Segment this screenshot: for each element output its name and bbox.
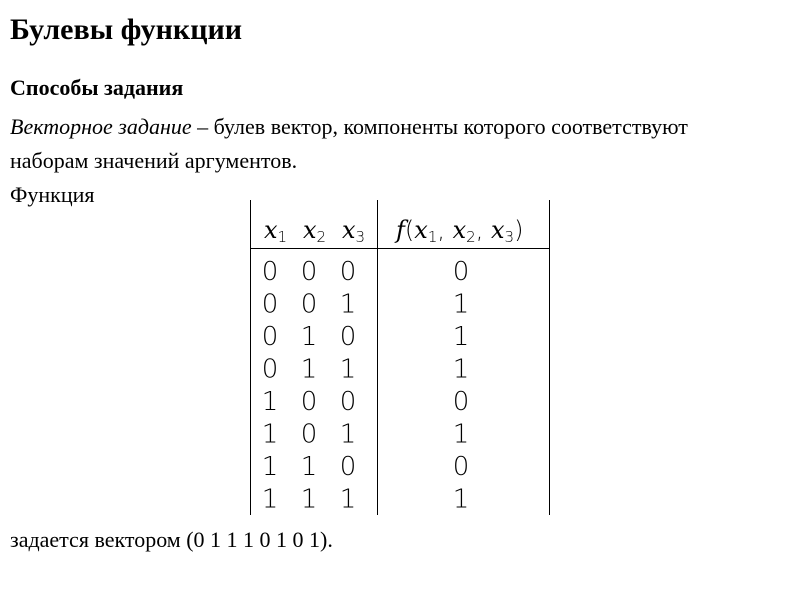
- table-cell-arg-1: 0: [261, 354, 279, 385]
- conclusion-text: задается вектором (0 1 1 1 0 1 0 1).: [10, 527, 333, 552]
- table-cell-arg-3: 0: [339, 387, 357, 417]
- table-cell-arg-2: 1: [300, 452, 318, 482]
- table-cell-value: 0: [452, 257, 470, 287]
- table-cell-arg-3: 1: [339, 419, 357, 450]
- table-cell-arg-1: 1: [261, 452, 279, 482]
- truth-table-graphic: [250, 200, 550, 515]
- page-title: Булевы функции: [10, 13, 243, 46]
- table-cell-arg-1: 0: [261, 289, 279, 320]
- definition-dash: –: [191, 114, 214, 139]
- table-row: [262, 452, 470, 482]
- table-cell-arg-2: 0: [300, 289, 318, 320]
- table-cell-value: 1: [452, 322, 470, 352]
- table-row: [262, 322, 470, 352]
- table-row: [262, 485, 470, 515]
- table-cell-arg-3: 0: [339, 452, 357, 482]
- section-subtitle: Способы задания: [10, 75, 184, 100]
- table-cell-arg-3: 1: [339, 289, 357, 320]
- header-arg-1: x1: [264, 216, 288, 246]
- function-label: Функция: [10, 182, 95, 207]
- header-arg-2: x2: [303, 216, 327, 246]
- table-row: [262, 355, 470, 385]
- table-cell-arg-1: 1: [261, 484, 279, 515]
- table-cell-arg-1: 0: [261, 322, 279, 352]
- table-cell-arg-2: 1: [300, 484, 318, 515]
- table-cell-arg-1: 1: [261, 419, 279, 450]
- table-cell-value: 0: [452, 387, 470, 417]
- table-cell-arg-2: 0: [300, 257, 318, 287]
- table-cell-value: 1: [452, 419, 470, 450]
- header-arg-3: x3: [342, 216, 366, 246]
- table-cell-arg-1: 1: [261, 387, 279, 417]
- table-cell-arg-2: 0: [300, 419, 318, 450]
- header-result: f(x1, x2, x3): [396, 216, 524, 246]
- table-cell-arg-2: 1: [300, 322, 318, 352]
- table-cell-value: 1: [452, 484, 470, 515]
- definition-term: Векторное задание: [10, 114, 192, 139]
- definition-text: булев вектор, компоненты которого соответствуют наборам значений аргументов.: [10, 114, 688, 173]
- table-cell-value: 0: [452, 452, 470, 482]
- truth-table: [250, 200, 550, 515]
- table-cell-arg-3: 0: [339, 257, 357, 287]
- table-cell-value: 1: [452, 354, 470, 385]
- table-cell-arg-3: 1: [339, 354, 357, 385]
- table-row: [262, 420, 470, 450]
- table-cell-arg-1: 0: [261, 257, 279, 287]
- table-cell-value: 1: [452, 289, 470, 320]
- table-cell-arg-3: 1: [339, 484, 357, 515]
- table-body: [262, 257, 470, 515]
- definition-paragraph: [10, 110, 770, 178]
- table-cell-arg-2: 1: [300, 354, 318, 385]
- table-row: [262, 290, 470, 320]
- table-row: [262, 257, 470, 287]
- table-cell-arg-2: 0: [300, 387, 318, 417]
- table-row: [262, 387, 470, 417]
- table-cell-arg-3: 0: [339, 322, 357, 352]
